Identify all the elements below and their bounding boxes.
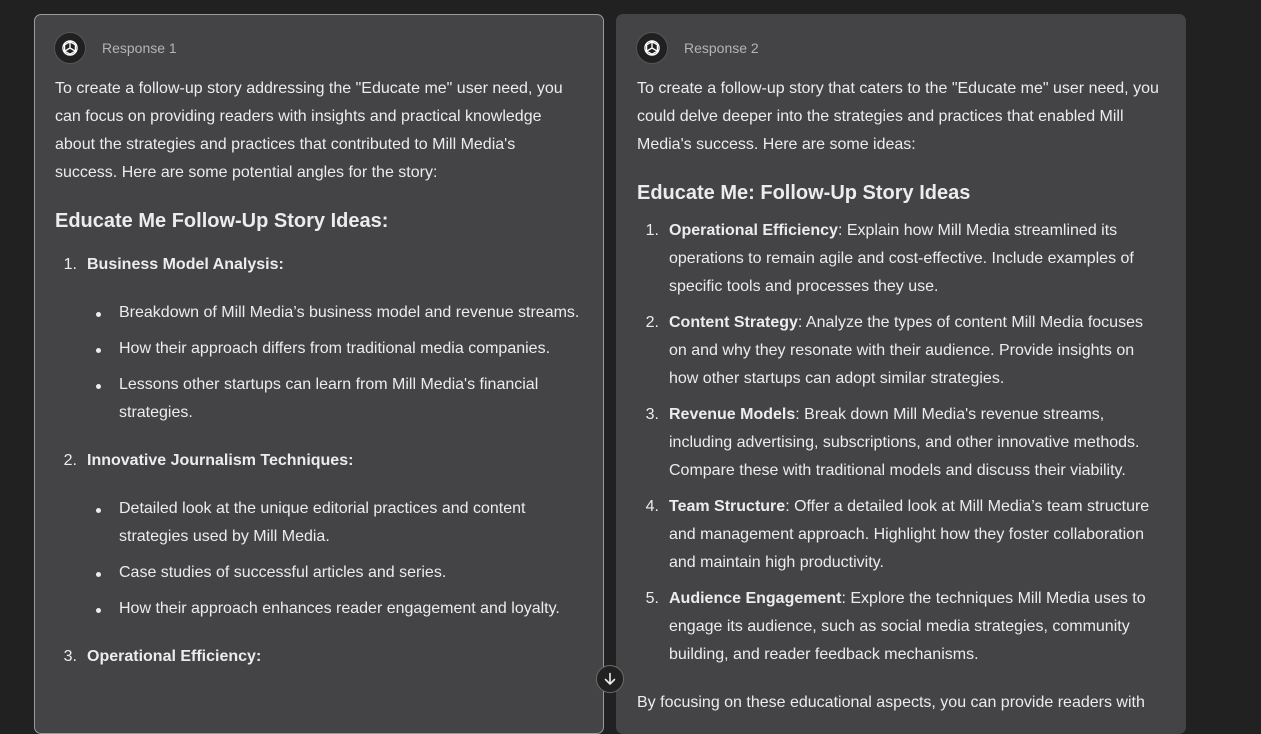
list-item xyxy=(55,643,581,671)
item-title: Innovative Journalism Techniques: xyxy=(87,452,354,469)
list-number: 5. xyxy=(645,590,659,607)
item-text: : Offer a detailed look at Mill Media’s team structure and management approach. Highlight how they foster collaboration and maintain high productivity. xyxy=(669,498,1150,571)
list-item xyxy=(637,309,1163,393)
list-item xyxy=(637,401,1163,485)
response-body xyxy=(637,75,1163,717)
list-number: 3. xyxy=(645,406,659,423)
bullet-item: How their approach differs from traditional media companies. xyxy=(87,335,581,363)
item-text: : Analyze the types of content Mill Media focuses on and why they resonate with their audience. Provide insights on how other startups can adopt similar strategies. xyxy=(669,314,1143,387)
response-header xyxy=(636,32,759,64)
response-label: Response 2 xyxy=(684,40,759,56)
bullet-item: Case studies of successful articles and series. xyxy=(87,559,581,587)
outro-paragraph: By focusing on these educational aspects, you can provide readers with xyxy=(637,694,1145,711)
idea-list xyxy=(55,251,581,671)
list-number: 2. xyxy=(645,314,659,331)
response-panel-1[interactable] xyxy=(34,14,604,734)
openai-logo-icon xyxy=(54,32,86,64)
list-number: 3. xyxy=(63,648,77,665)
list-number: 4. xyxy=(645,498,659,515)
item-title: Revenue Models xyxy=(669,406,796,423)
bullet-item: How their approach enhances reader engagement and loyalty. xyxy=(87,595,581,623)
item-text: : Explore the techniques Mill Media uses to engage its audience, such as social media strategies, community building, and reader feedback mechanisms. xyxy=(669,590,1146,663)
section-heading: Educate Me: Follow-Up Story Ideas xyxy=(637,182,971,204)
response-body xyxy=(55,75,581,671)
list-item xyxy=(637,493,1163,577)
list-number: 1. xyxy=(645,222,659,239)
item-title: Operational Efficiency: xyxy=(87,648,262,665)
response-panel-2[interactable] xyxy=(616,14,1186,734)
bullet-item: Lessons other startups can learn from Mill Media's financial strategies. xyxy=(87,371,581,427)
bullet-list xyxy=(87,299,581,427)
item-title: Business Model Analysis: xyxy=(87,256,284,273)
item-title: Operational Efficiency xyxy=(669,222,838,239)
idea-list xyxy=(637,217,1163,669)
list-item xyxy=(55,251,581,427)
bullet-item: Detailed look at the unique editorial practices and content strategies used by Mill Media. xyxy=(87,495,581,551)
list-item xyxy=(55,447,581,623)
list-item xyxy=(637,217,1163,301)
section-heading: Educate Me Follow-Up Story Ideas: xyxy=(55,210,389,232)
bullet-item: Breakdown of Mill Media’s business model and revenue streams. xyxy=(87,299,581,327)
arrow-down-icon xyxy=(603,672,617,686)
scroll-down-button[interactable] xyxy=(596,665,624,693)
item-title: Audience Engagement xyxy=(669,590,842,607)
item-text: : Break down Mill Media's revenue streams, including advertising, subscriptions, and other innovative methods. Compare these with traditional models and discuss their viability. xyxy=(669,406,1140,479)
item-title: Content Strategy xyxy=(669,314,798,331)
response-label: Response 1 xyxy=(102,40,177,56)
openai-logo-icon xyxy=(636,32,668,64)
list-item xyxy=(637,585,1163,669)
intro-paragraph: To create a follow-up story that caters to the "Educate me" user need, you could delve deeper into the strategies and practices that enabled Mill Media's success. Here are some ideas: xyxy=(637,80,1159,153)
item-text: : Explain how Mill Media streamlined its operations to remain agile and cost-effective. Include examples of specific tools and processes they use. xyxy=(669,222,1134,295)
list-number: 2. xyxy=(63,452,77,469)
bullet-list xyxy=(87,495,581,623)
response-header xyxy=(54,32,177,64)
intro-paragraph: To create a follow-up story addressing the "Educate me" user need, you can focus on providing readers with insights and practical knowledge about the strategies and practices that contributed to Mill Media's success. Here are some potential angles for the story: xyxy=(55,80,563,181)
item-title: Team Structure xyxy=(669,498,786,515)
list-number: 1. xyxy=(63,256,77,273)
